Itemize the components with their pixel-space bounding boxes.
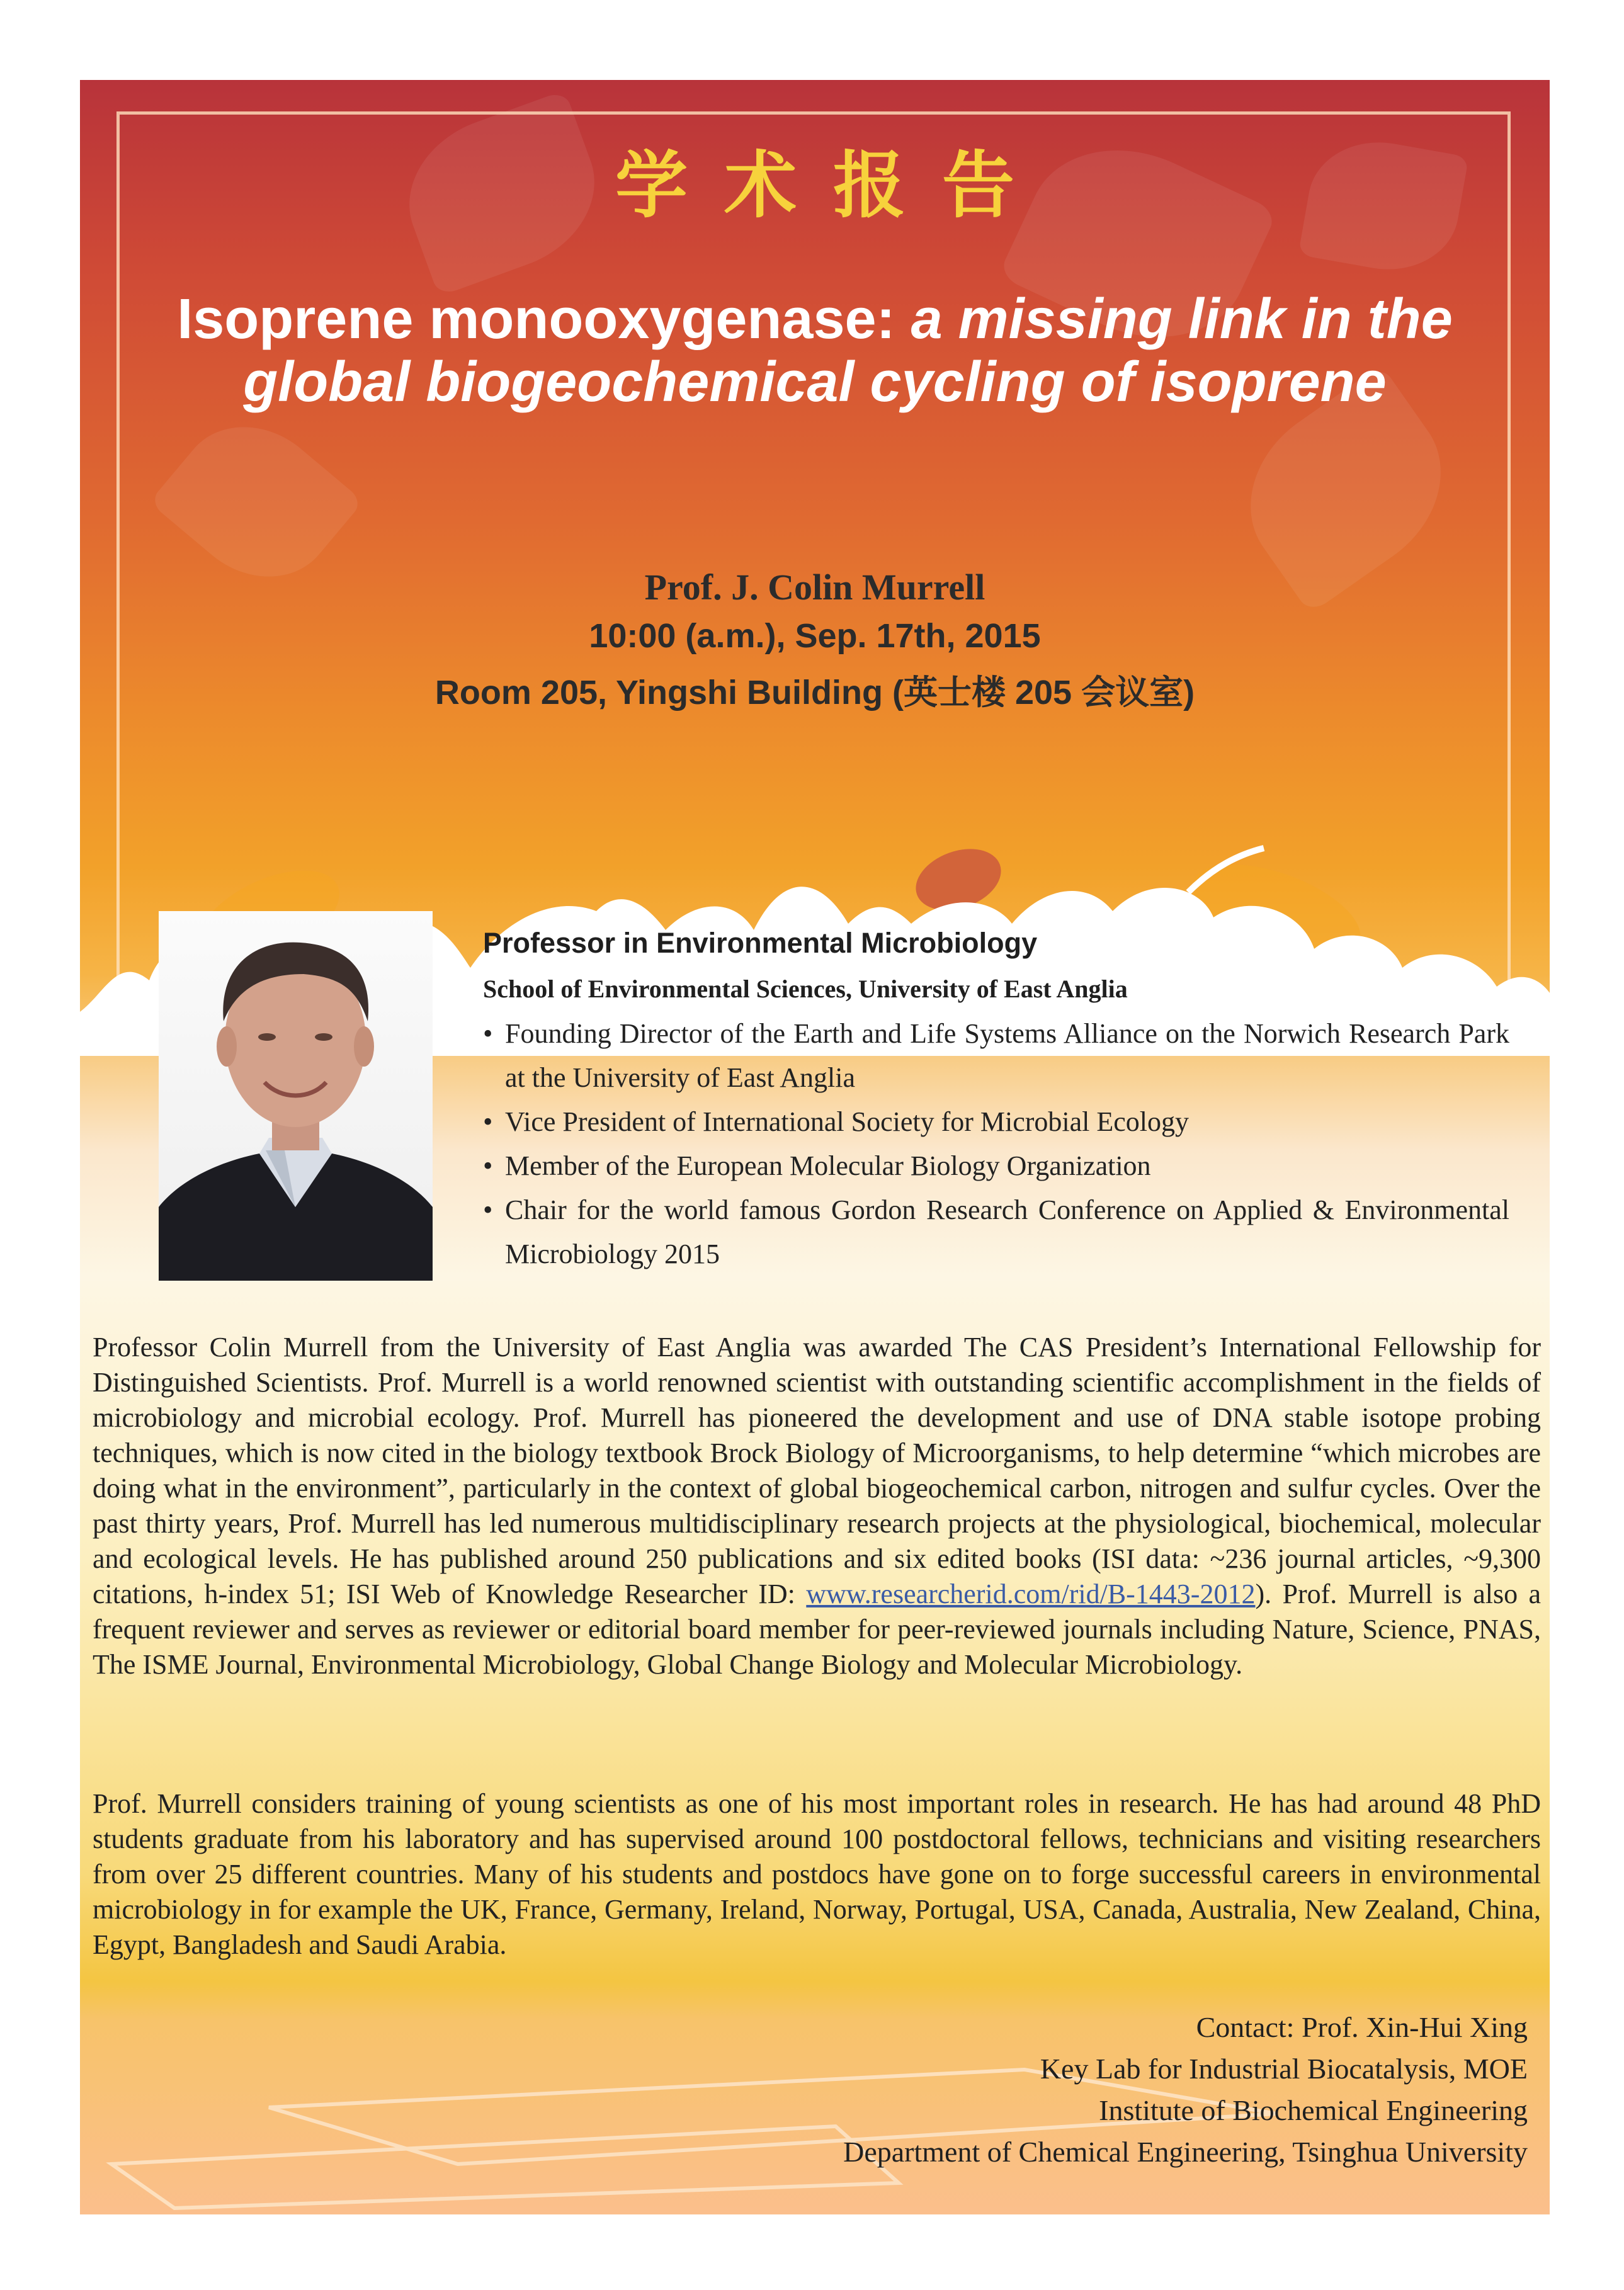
contact-lab: Key Lab for Industrial Biocatalysis, MOE (1040, 2053, 1528, 2085)
contact-person: Contact: Prof. Xin-Hui Xing (1196, 2011, 1528, 2043)
affiliation: School of Environmental Sciences, University of East Anglia (483, 975, 1128, 1003)
list-item: • Vice President of International Society for Microbial Ecology (483, 1100, 1509, 1144)
speaker-photo (159, 911, 433, 1281)
researcher-id-link[interactable]: www.researcherid.com/rid/B-1443-2012 (806, 1579, 1256, 1609)
contact-institute: Institute of Biochemical Engineering (1099, 2094, 1528, 2126)
talk-time: 10:00 (a.m.), Sep. 17th, 2015 (589, 617, 1041, 655)
bio-paragraph-1 (93, 1330, 1541, 1682)
speaker-name: Prof. J. Colin Murrell (644, 567, 985, 608)
contact-department: Department of Chemical Engineering, Tsinghua University (843, 2136, 1528, 2168)
talk-room: Room 205, Yingshi Building (英士楼 205 会议室) (434, 674, 1195, 711)
list-item: • Founding Director of the Earth and Life Systems Alliance on the Norwich Research Park at the University of East Anglia (483, 1012, 1509, 1100)
poster (80, 80, 1550, 2214)
talk-title (156, 288, 1474, 414)
talk-title-italic: a missing link in the global biogeochemical cycling of isoprene (243, 288, 1453, 414)
contact-block (843, 2007, 1528, 2173)
position-title: Professor in Environmental Microbiology (483, 927, 1038, 959)
chinese-title: 学术报告 (615, 144, 1051, 228)
bio-paragraph-2: Prof. Murrell considers training of young scientists as one of his most important roles in research. He has had around 48 PhD students graduate from his laboratory and has supervised around 100 postdoctoral fellows, technicians and visiting researchers from over 25 different countries. Many of his students and postdocs have gone on to forge successful careers in environmental microbiology in for example the UK, France, Germany, Ireland, Norway, Portugal, USA, Canada, Australia, New Zealand, China, Egypt, Bangladesh and Saudi Arabia. (93, 1788, 1541, 1960)
bio-text: Professor Colin Murrell from the University of East Anglia was awarded The CAS President’s International Fellowship for Distinguished Scientists. Prof. Murrell is a world renowned scientist with outstanding scientific accomplishment in the fields of microbiology and microbial ecology. Prof. Murrell has pioneered the development and use of DNA stable isotope probing techniques, which is now cited in the biology textbook Brock Biology of Microorganisms, to help determine “which microbes are doing what in the environment”, particularly in the context of global biogeochemical carbon, nitrogen and sulfur cycles. Over the past thirty years, Prof. Murrell has led numerous multidisciplinary research projects at the physiological, biochemical, molecular and ecological levels. He has published around 250 publications and six edited books (ISI data: ~236 journal articles, ~9,300 citations, h-index 51; ISI Web of Knowledge Researcher ID: (93, 1332, 1541, 1609)
list-item: • Chair for the world famous Gordon Research Conference on Applied & Environmental Microbiology 2015 (483, 1188, 1509, 1276)
list-item: • Member of the European Molecular Biology Organization (483, 1144, 1509, 1188)
bio-text: ). Prof. Murrell is also a frequent reviewer and serves as reviewer or editorial board member for peer-reviewed journals including Nature, Science, PNAS, The ISME Journal, Environmental Microbiology, Global Change Biology and Molecular Microbiology. (93, 1579, 1541, 1680)
talk-title-regular: Isoprene monooxygenase: (177, 288, 911, 351)
credentials-list (483, 1012, 1509, 1276)
